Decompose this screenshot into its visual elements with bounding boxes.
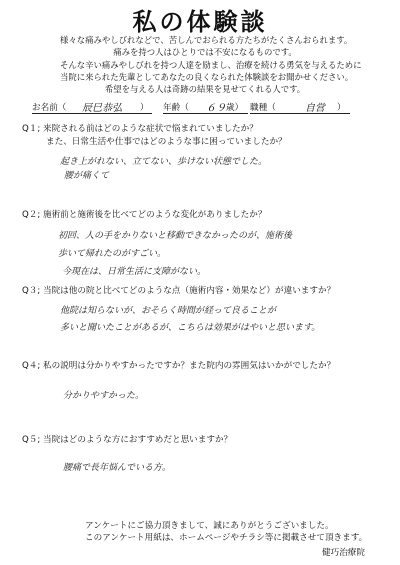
intro-line: 希望を与える人は奇跡の結果を見せてくれる人です。 — [104, 84, 306, 95]
answer-2-line-2: 歩いて帰れたのがすごい。 — [58, 249, 167, 259]
job-value: 自営 — [305, 103, 325, 114]
question-1: Q１; 来院される前はどのような症状で悩まれていましたか？ — [22, 124, 258, 134]
name-value: 辰巳恭弘 — [82, 103, 122, 114]
intro-line: 痛みを持つ人はひとりでは不安になるものです。 — [113, 47, 297, 58]
answer-5-line-1: 腰痛で長年悩んでいる方。 — [63, 463, 172, 473]
question-1-sub: また、日常生活や仕事ではどのような事に困っていましたか？ — [46, 137, 287, 147]
name-underline — [32, 113, 152, 114]
intro-line: 当院に来られた先輩としてあなたの良くなられた体験談をお聞かせください。 — [60, 71, 354, 82]
intro-line: そんな辛い痛みやしびれを持つ人達を励まし、治療を続ける勇気を与えるために — [60, 59, 362, 70]
answer-1-line-2: 腰が痛くて — [64, 171, 110, 181]
question-5: Q５; 当院はどのような方におすすめだと思いますか？ — [22, 435, 233, 445]
answer-3-line-1: 他院は知らないが、おそらく時間が経って良ることが — [60, 306, 277, 316]
job-label: 職種（ — [250, 103, 276, 113]
name-label: お名前（ — [32, 103, 67, 113]
intro-text — [60, 34, 362, 95]
answer-2-line-1: 初回、人の手をかりないと移動できなかったのが、施術後 — [58, 231, 293, 241]
age-underline — [163, 113, 248, 114]
answer-3-line-2: 多いと聞いたことがあるが、こちらは効果がはやいと思います。 — [60, 323, 321, 333]
question-4: Q４; 私の説明は分かりやすかったですか？また院内の雰囲気はいかがでしたか？ — [22, 361, 336, 371]
answer-4-line-1: 分かりやすかった。 — [63, 391, 145, 401]
age-label: 年齢（ — [163, 103, 189, 113]
answer-2-line-3: 今現在は、日常生活に支障がない。 — [62, 267, 207, 277]
question-2: Q２; 施術前と施術後を比べてどのような変化がありましたか？ — [22, 210, 267, 220]
page-title: 私の体験談 — [132, 7, 268, 36]
job-close: ） — [337, 103, 346, 113]
job-underline — [250, 113, 350, 114]
answer-1-line-1: 起き上がれない、立てない、歩けない状態でした。 — [60, 157, 268, 167]
footer-notice: このアンケート用紙は、ホームページやチラシ等に掲載させて頂きます。 — [85, 533, 368, 543]
clinic-name: 健巧治療院 — [322, 548, 365, 558]
age-unit: 歳） — [226, 103, 244, 113]
intro-line: 様々な痛みやしびれなどで、苦しんでおられる方たちがたくさんおられます。 — [60, 35, 353, 45]
footer-thanks: アンケートにご協力頂きまして、誠にありがとうございました。 — [85, 521, 334, 531]
name-close: ） — [140, 103, 149, 113]
age-value: ６９ — [206, 103, 226, 114]
question-3: Q３; 当院は他の院と比べてどのような点（施術内容・効果など）が違いますか？ — [22, 286, 336, 296]
